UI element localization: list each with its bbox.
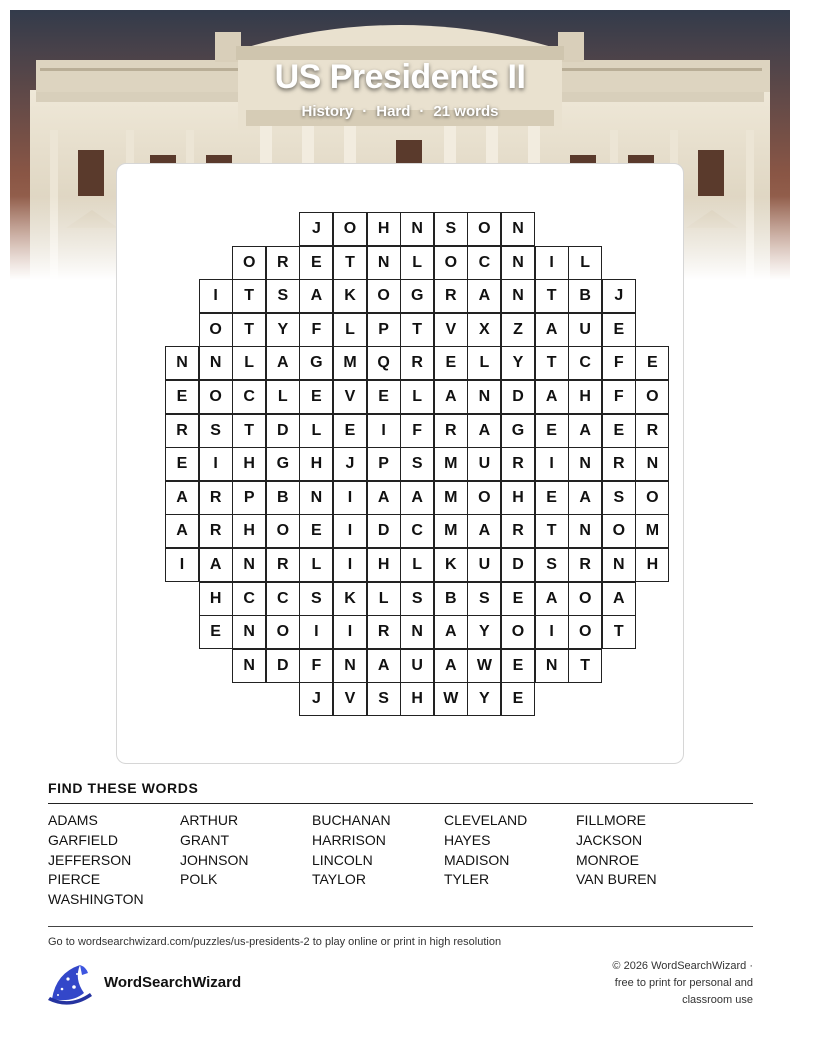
category-label: History [301, 103, 354, 120]
separator-dot: · [362, 103, 368, 120]
grid-cell: O [333, 212, 367, 246]
grid-cell: H [199, 582, 233, 616]
grid-cell: U [467, 548, 501, 582]
grid-cell: O [467, 212, 501, 246]
grid-cell: J [333, 447, 367, 481]
grid-cell: S [367, 682, 401, 716]
grid-cell: N [467, 380, 501, 414]
grid-cell: H [400, 682, 434, 716]
word-list-item: PIERCE [48, 871, 101, 888]
grid-cell: Y [266, 313, 300, 347]
grid-cell: N [367, 246, 401, 280]
grid-cell: A [199, 548, 233, 582]
grid-cell: O [467, 481, 501, 515]
grid-cell: T [602, 615, 636, 649]
grid-cell: H [568, 380, 602, 414]
grid-cell: E [333, 414, 367, 448]
grid-cell: P [232, 481, 266, 515]
grid-cell: U [400, 649, 434, 683]
word-list-item: JOHNSON [180, 851, 249, 868]
grid-cell: D [501, 548, 535, 582]
grid-cell: M [635, 514, 669, 548]
grid-cell: O [635, 481, 669, 515]
grid-cell: N [501, 212, 535, 246]
grid-cell: K [333, 279, 367, 313]
grid-cell: B [568, 279, 602, 313]
grid-cell: J [602, 279, 636, 313]
word-list-item: VAN BUREN [576, 871, 657, 888]
grid-cell: N [635, 447, 669, 481]
grid-cell: T [535, 346, 569, 380]
grid-cell: T [232, 313, 266, 347]
grid-cell: A [165, 481, 199, 515]
grid-cell: E [199, 615, 233, 649]
grid-cell: A [467, 279, 501, 313]
grid-cell: N [232, 548, 266, 582]
grid-cell: S [400, 582, 434, 616]
grid-cell: G [266, 447, 300, 481]
wizard-hat-icon [46, 963, 94, 1005]
grid-cell: A [400, 481, 434, 515]
grid-cell: I [535, 246, 569, 280]
grid-cell: U [568, 313, 602, 347]
grid-cell: S [602, 481, 636, 515]
grid-cell: V [333, 380, 367, 414]
grid-cell: N [232, 649, 266, 683]
grid-cell: W [467, 649, 501, 683]
grid-cell: L [400, 380, 434, 414]
grid-cell: K [434, 548, 468, 582]
grid-cell: A [602, 582, 636, 616]
grid-cell: C [467, 246, 501, 280]
grid-cell: E [602, 313, 636, 347]
grid-cell: A [535, 313, 569, 347]
grid-cell: R [266, 548, 300, 582]
copyright-line: classroom use [682, 994, 753, 1006]
grid-cell: E [501, 582, 535, 616]
word-list-item: ARTHUR [180, 812, 239, 828]
footer-note: Go to wordsearchwizard.com/puzzles/us-presidents-2 to play online or print in high resolution [48, 936, 502, 948]
grid-cell: G [501, 414, 535, 448]
grid-cell: F [602, 346, 636, 380]
grid-cell: R [165, 414, 199, 448]
grid-cell: S [199, 414, 233, 448]
grid-cell: H [367, 548, 401, 582]
grid-cell: A [568, 481, 602, 515]
grid-cell: A [535, 582, 569, 616]
grid-cell: V [434, 313, 468, 347]
separator-dot: · [419, 103, 425, 120]
grid-cell: N [501, 246, 535, 280]
grid-cell: O [266, 514, 300, 548]
grid-cell: N [602, 548, 636, 582]
puzzle-meta [0, 103, 800, 120]
grid-cell: R [400, 346, 434, 380]
grid-cell: S [299, 582, 333, 616]
grid-cell: L [333, 313, 367, 347]
grid-cell: I [535, 447, 569, 481]
grid-cell: E [535, 481, 569, 515]
grid-cell: N [400, 615, 434, 649]
word-list-item: BUCHANAN [312, 812, 391, 828]
grid-cell: T [232, 279, 266, 313]
word-list-item: CLEVELAND [444, 812, 528, 828]
grid-cell: G [400, 279, 434, 313]
grid-cell: L [299, 548, 333, 582]
grid-cell: A [434, 380, 468, 414]
grid-cell: R [199, 481, 233, 515]
grid-cell: M [333, 346, 367, 380]
grid-cell: L [400, 246, 434, 280]
word-list-item: MONROE [576, 851, 639, 868]
word-list-item: GRANT [180, 831, 229, 848]
word-list-item: LINCOLN [312, 851, 373, 868]
grid-cell: X [467, 313, 501, 347]
grid-cell: I [333, 548, 367, 582]
word-list-item: FILLMORE [576, 812, 647, 828]
grid-cell: I [333, 514, 367, 548]
grid-cell: O [199, 380, 233, 414]
divider [48, 803, 753, 804]
grid-cell: N [535, 649, 569, 683]
copyright-line: © 2026 WordSearchWizard · [612, 960, 753, 972]
grid-cell: A [434, 649, 468, 683]
grid-cell: O [434, 246, 468, 280]
word-list-item: POLK [180, 871, 218, 888]
grid-cell: O [568, 582, 602, 616]
grid-cell: R [266, 246, 300, 280]
word-list-item: TAYLOR [312, 871, 366, 888]
grid-cell: D [266, 414, 300, 448]
grid-cell: M [434, 481, 468, 515]
grid-cell: R [199, 514, 233, 548]
grid-cell: N [199, 346, 233, 380]
grid-cell: H [299, 447, 333, 481]
grid-cell: L [400, 548, 434, 582]
grid-cell: O [367, 279, 401, 313]
grid-cell: C [232, 380, 266, 414]
grid-cell: A [367, 481, 401, 515]
word-list-item: ADAMS [48, 812, 98, 828]
grid-cell: T [333, 246, 367, 280]
grid-cell: E [602, 414, 636, 448]
grid-cell: A [568, 414, 602, 448]
grid-cell: K [333, 582, 367, 616]
grid-cell: A [467, 414, 501, 448]
grid-cell: H [635, 548, 669, 582]
word-list-item: WASHINGTON [48, 891, 144, 908]
grid-cell: O [501, 615, 535, 649]
brand-name: WordSearchWizard [104, 974, 242, 991]
grid-cell: A [299, 279, 333, 313]
grid-cell: Z [501, 313, 535, 347]
grid-cell: E [299, 246, 333, 280]
word-list-heading: FIND THESE WORDS [48, 780, 199, 796]
grid-cell: H [501, 481, 535, 515]
grid-cell: R [367, 615, 401, 649]
grid-cell: P [367, 447, 401, 481]
grid-cell: B [434, 582, 468, 616]
grid-cell: V [333, 682, 367, 716]
grid-cell: S [467, 582, 501, 616]
grid-cell: I [299, 615, 333, 649]
grid-cell: L [232, 346, 266, 380]
grid-cell: I [165, 548, 199, 582]
grid-cell: E [434, 346, 468, 380]
puzzle-card [116, 163, 684, 764]
grid-cell: R [434, 279, 468, 313]
word-list-item: TYLER [444, 871, 490, 888]
grid-cell: E [535, 414, 569, 448]
grid-cell: I [199, 279, 233, 313]
grid-cell: R [501, 447, 535, 481]
grid-cell: N [400, 212, 434, 246]
grid-cell: D [266, 649, 300, 683]
grid-cell: O [199, 313, 233, 347]
grid-cell: R [602, 447, 636, 481]
grid-cell: N [568, 447, 602, 481]
grid-cell: T [535, 279, 569, 313]
grid-cell: C [266, 582, 300, 616]
grid-cell: M [434, 514, 468, 548]
grid-cell: U [467, 447, 501, 481]
grid-cell: N [232, 615, 266, 649]
grid-cell: L [467, 346, 501, 380]
grid-cell: Y [501, 346, 535, 380]
divider [48, 926, 753, 927]
grid-cell: D [367, 514, 401, 548]
difficulty-label: Hard [376, 103, 411, 120]
grid-cell: O [266, 615, 300, 649]
grid-cell: A [535, 380, 569, 414]
grid-cell: Q [367, 346, 401, 380]
grid-cell: R [568, 548, 602, 582]
grid-cell: S [434, 212, 468, 246]
grid-cell: F [400, 414, 434, 448]
grid-cell: L [568, 246, 602, 280]
grid-cell: J [299, 212, 333, 246]
grid-cell: P [367, 313, 401, 347]
grid-cell: I [367, 414, 401, 448]
grid-cell: E [299, 380, 333, 414]
grid-cell: R [501, 514, 535, 548]
grid-cell: E [501, 649, 535, 683]
page-title: US Presidents II [274, 58, 526, 96]
grid-cell: E [165, 380, 199, 414]
word-list-item: HAYES [444, 831, 491, 848]
grid-cell: M [434, 447, 468, 481]
grid-cell: J [299, 682, 333, 716]
grid-cell: S [266, 279, 300, 313]
grid-cell: H [232, 447, 266, 481]
word-list-item: MADISON [444, 851, 510, 868]
grid-cell: O [635, 380, 669, 414]
grid-cell: A [467, 514, 501, 548]
grid-cell: O [232, 246, 266, 280]
grid-cell: T [400, 313, 434, 347]
grid-cell: A [434, 615, 468, 649]
grid-cell: L [367, 582, 401, 616]
word-list-item: JACKSON [576, 831, 643, 848]
word-list-item: HARRISON [312, 831, 386, 848]
grid-cell: R [434, 414, 468, 448]
grid-cell: N [568, 514, 602, 548]
grid-cell: F [602, 380, 636, 414]
word-count-label: 21 words [433, 103, 499, 120]
grid-cell: N [333, 649, 367, 683]
grid-cell: S [400, 447, 434, 481]
grid-cell: Y [467, 682, 501, 716]
grid-cell: R [635, 414, 669, 448]
grid-cell: H [367, 212, 401, 246]
grid-cell: N [299, 481, 333, 515]
grid-cell: W [434, 682, 468, 716]
grid-cell: L [299, 414, 333, 448]
grid-cell: A [266, 346, 300, 380]
copyright-line: free to print for personal and [614, 977, 753, 989]
grid-cell: F [299, 313, 333, 347]
grid-cell: S [535, 548, 569, 582]
grid-cell: I [199, 447, 233, 481]
grid-cell: I [535, 615, 569, 649]
grid-cell: F [299, 649, 333, 683]
grid-cell: C [232, 582, 266, 616]
grid-cell: T [568, 649, 602, 683]
grid-cell: A [367, 649, 401, 683]
grid-cell: L [266, 380, 300, 414]
grid-cell: E [299, 514, 333, 548]
grid-cell: O [568, 615, 602, 649]
grid-cell: A [165, 514, 199, 548]
grid-cell: C [400, 514, 434, 548]
grid-cell: E [501, 682, 535, 716]
grid-cell: I [333, 481, 367, 515]
grid-cell: E [165, 447, 199, 481]
grid-cell: H [232, 514, 266, 548]
grid-cell: I [333, 615, 367, 649]
grid-cell: T [232, 414, 266, 448]
grid-cell: C [568, 346, 602, 380]
grid-cell: B [266, 481, 300, 515]
grid-cell: G [299, 346, 333, 380]
grid-cell: T [535, 514, 569, 548]
copyright-notice [553, 958, 753, 1009]
grid-cell: N [501, 279, 535, 313]
grid-cell: E [367, 380, 401, 414]
grid-cell: O [602, 514, 636, 548]
word-list-item: JEFFERSON [48, 851, 132, 868]
grid-cell: E [635, 346, 669, 380]
grid-cell: Y [467, 615, 501, 649]
grid-cell: D [501, 380, 535, 414]
word-list-item: GARFIELD [48, 831, 119, 848]
grid-cell: N [165, 346, 199, 380]
